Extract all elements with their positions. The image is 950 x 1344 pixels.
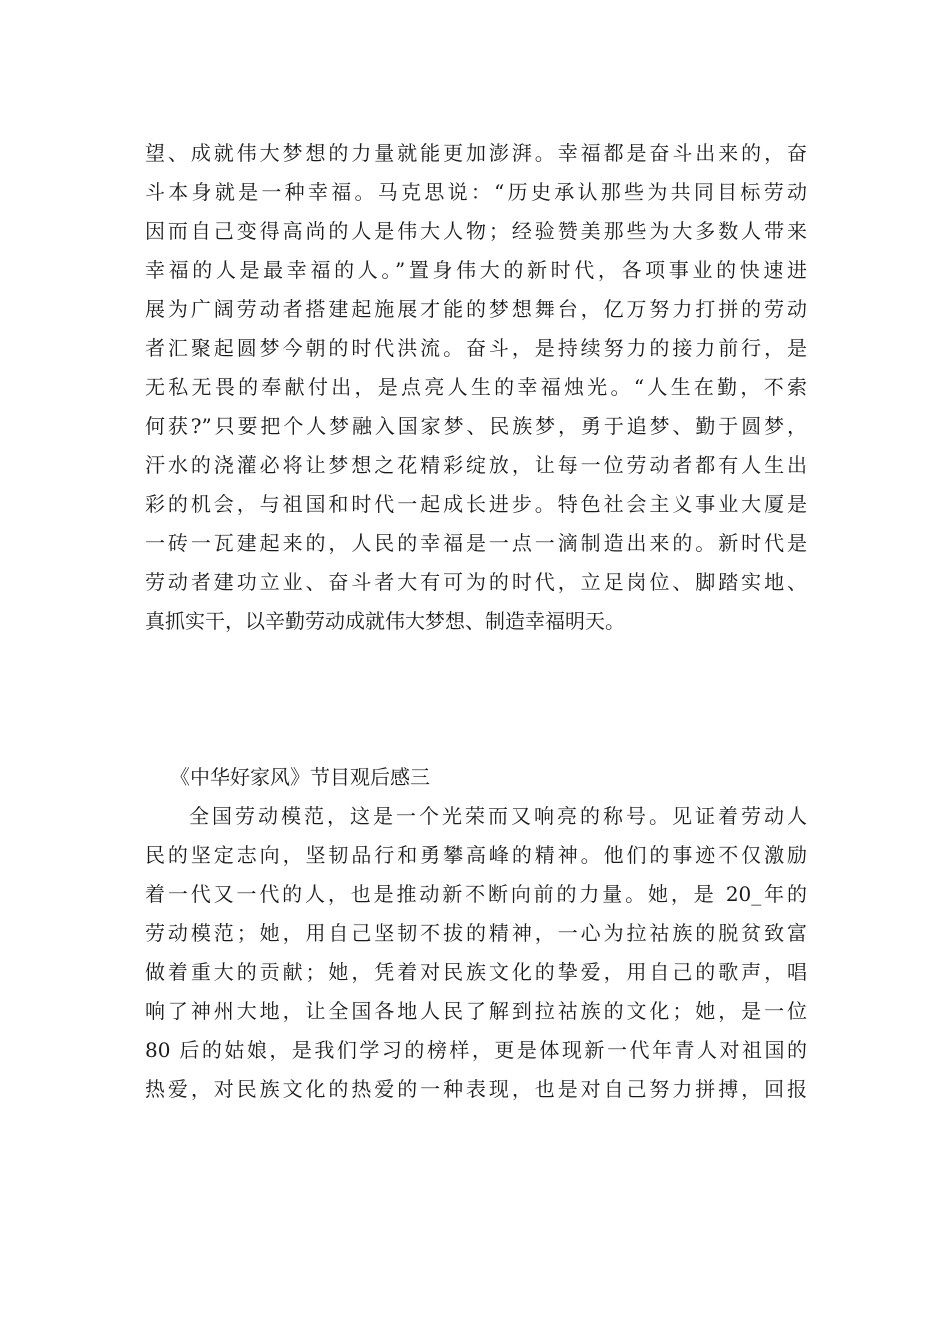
paragraph-line: 望、成就伟大梦想的力量就能更加澎湃。幸福都是奋斗出来的，奋 bbox=[145, 141, 807, 165]
paragraph-line: 着一代又一代的人，也是推动新不断向前的力量。她，是 20_年的 bbox=[145, 882, 807, 906]
paragraph-line: 民的坚定志向，坚韧品行和勇攀高峰的精神。他们的事迹不仅激励 bbox=[145, 843, 807, 867]
paragraph-line: 汗水的浇灌必将让梦想之花精彩绽放，让每一位劳动者都有人生出 bbox=[145, 453, 807, 477]
paragraph-line: 因而自己变得高尚的人是伟大人物；经验赞美那些为大多数人带来 bbox=[145, 219, 807, 243]
paragraph-line: 响了神州大地，让全国各地人民了解到拉祜族的文化；她，是一位 bbox=[145, 999, 807, 1023]
paragraph-line: 热爱，对民族文化的热爱的一种表现，也是对自己努力拼搏，回报 bbox=[145, 1077, 807, 1101]
paragraph-line: 劳动者建功立业、奋斗者大有可为的时代，立足岗位、脚踏实地、 bbox=[145, 570, 807, 594]
paragraph-line: 无私无畏的奉献付出，是点亮人生的幸福烛光。“人生在勤，不索 bbox=[145, 375, 807, 399]
paragraph-line: 全国劳动模范，这是一个光荣而又响亮的称号。见证着劳动人 bbox=[189, 804, 807, 828]
paragraph-line: 80 后的姑娘，是我们学习的榜样，更是体现新一代年青人对祖国的 bbox=[145, 1038, 807, 1062]
paragraph-line: 幸福的人是最幸福的人。”置身伟大的新时代，各项事业的快速进 bbox=[145, 258, 807, 282]
paragraph-line: 何获?”只要把个人梦融入国家梦、民族梦，勇于追梦、勤于圆梦， bbox=[145, 414, 807, 438]
paragraph-line: 者汇聚起圆梦今朝的时代洪流。奋斗，是持续努力的接力前行，是 bbox=[145, 336, 807, 360]
paragraph-line: 劳动模范；她，用自己坚韧不拔的精神，一心为拉祜族的脱贫致富 bbox=[145, 921, 807, 945]
paragraph-line: 一砖一瓦建起来的，人民的幸福是一点一滴制造出来的。新时代是 bbox=[145, 531, 807, 555]
paragraph-line: 真抓实干，以辛勤劳动成就伟大梦想、制造幸福明天。 bbox=[145, 609, 625, 633]
paragraph-line: 彩的机会，与祖国和时代一起成长进步。特色社会主义事业大厦是 bbox=[145, 492, 807, 516]
section-heading bbox=[145, 758, 807, 797]
paragraph-line: 展为广阔劳动者搭建起施展才能的梦想舞台，亿万努力打拼的劳动 bbox=[145, 297, 807, 321]
body-paragraph bbox=[145, 134, 807, 641]
paragraph-line: 做着重大的贡献；她，凭着对民族文化的挚爱，用自己的歌声，唱 bbox=[145, 960, 807, 984]
section-heading-text: 《中华好家风》节目观后感三 bbox=[170, 765, 430, 789]
body-paragraph bbox=[145, 797, 807, 1109]
paragraph-line: 斗本身就是一种幸福。马克思说：“历史承认那些为共同目标劳动 bbox=[145, 180, 807, 204]
